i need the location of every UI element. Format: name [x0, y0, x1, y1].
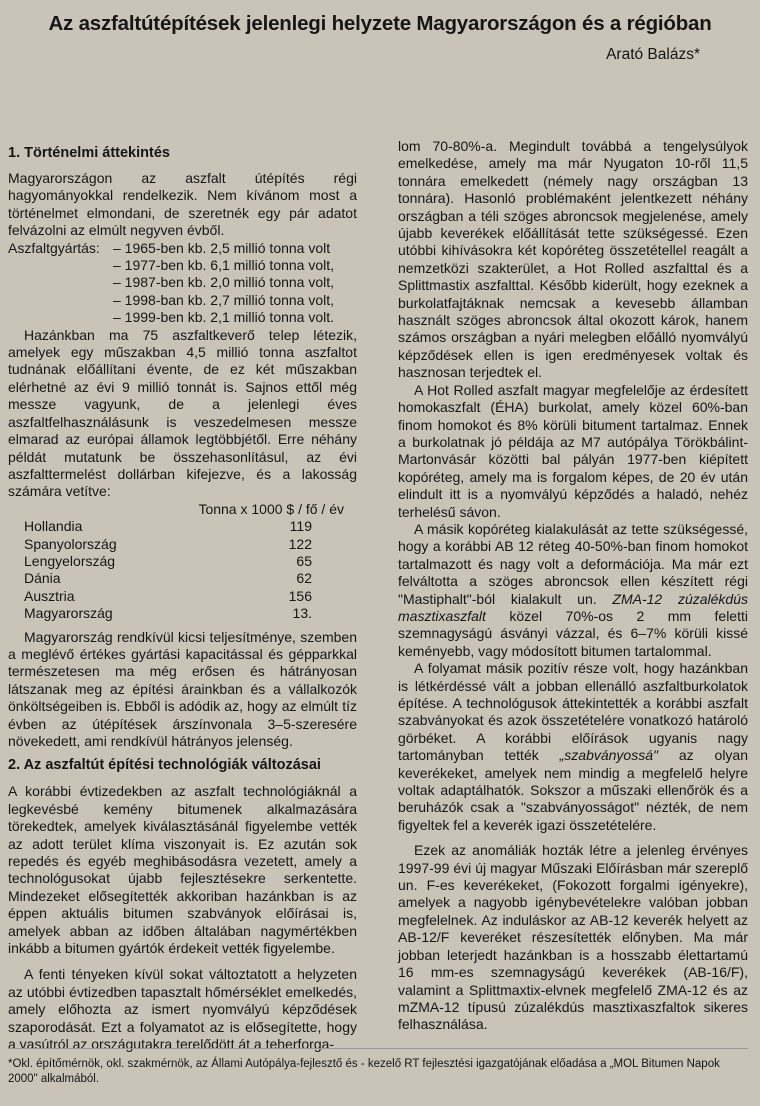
section-heading-1: 1. Történelmi áttekintés [8, 145, 170, 161]
text-run: közel 70%-os 2 mm feletti szemnagyságú ásványi vázzal, és 6–7% körüli kissé keményebb, vagy módosított bitumen tartalommal. [398, 607, 748, 659]
paragraph: Magyarországon az aszfalt útépítés régi hagyományokkal rendelkezik. Nem kívánom most a történelmet elmondani, de szeretnék egy pár adatot felvázolni az elmúlt negyven évből. [8, 170, 357, 239]
production-item: – 1987-ben kb. 2,0 millió tonna volt, [113, 274, 335, 291]
right-column [398, 138, 748, 1034]
table-row [24, 553, 344, 570]
paragraph: lom 70-80%-a. Megindult továbbá a tengelysúlyok emelkedése, amely ma már Nyugaton 10-ről 11,5 tonnára emelkedett (némely nagy országban 13 tonnára). Hasonló problémaként jelentkezett néhány országban a téli szöges abroncsok megjelenése, amely újabb keverékek előállítását tette szükségessé. Ezen utóbbi kihívásokra két kopóréteg összetétellel reagált a nemzetközi szakterület, a Hot Rolled aszfalttal és a Splittmastix aszfalttal. Később kiderült, hogy ezeknek a burkolatfajtáknak nemcsak a kevesebb államban használt szöges abroncsok által okozott károk, hanem számos országban a nyári melegben előálló nyomvályú képződések ellen is igen eredményesek voltak és hasznosan terjedtek el. [398, 138, 748, 381]
comparison-table [24, 501, 344, 623]
table-country: Spanyolország [24, 535, 117, 552]
table-value: 13. [292, 605, 312, 622]
production-label: Aszfaltgyártás: [8, 239, 100, 256]
production-item: – 1999-ben kb. 2,1 millió tonna volt. [113, 309, 335, 326]
paragraph: A fenti tényeken kívül sokat változtatott a helyzeten az utóbbi évtizedben tapasztalt hőmérséklet emelkedés, amely előhozta az ismert nyomvályú képződések szaporodását. Ezt a folyamatot az is elősegítette, hogy a vasútról az országutakra terelődött át a teherforga- [8, 966, 357, 1053]
table-value: 119 [289, 518, 312, 535]
text-run: A másik kopóréteg kialakulását az tette szükségessé, hogy a korábbi AB 12 réteg 40-50%-ban finom homokot tartalmazott és nagy volt a deformációja. Ma már ezt felváltotta a szöges abroncsok ellen készített régi "Mastiphalt"-ból kialakult un. [398, 520, 748, 607]
section-heading-2: 2. Az aszfaltút építési technológiák változásai [8, 757, 321, 774]
text-run: A folyamat másik pozitív része volt, hogy hazánkban is létkérdéssé vált a jobban ellenálló aszfaltburkolatok építése. A technológusok áttekintették a korábbi aszfalt szabványokat és azok összetételére vonatkozó határoló görbéket. A korábbi előírások ugyanis nagy tartományban tették [398, 660, 748, 764]
production-item: – 1998-ban kb. 2,7 millió tonna volt, [113, 291, 335, 308]
table-row [24, 588, 344, 605]
table-row [24, 536, 344, 553]
text-run: az olyan keverékeket, amelyek nem mindig a megfelelő helyre voltak adaptálhatók. Sokszor a műszaki ellenőrök és a beruházók csak a "szabványosságot" nézték, de nem figyeltek fel a keverék igazi összetételére. [398, 747, 749, 833]
emphasis: „szabványossá" [559, 747, 658, 764]
paragraph: A Hot Rolled aszfalt magyar megfelelője az érdesített homokaszfalt (ÉHA) burkolat, amely közel 60%-ban finom homokot és 8% körüli bitument tartalmaz. Ennek a burkolatnak jó példája az M7 autópálya Törökbálint-Martonvásár közötti bal pályán 1977-ben kiépített kopóréteg, amely ma is forgalom képes, de 20 év után elindult itt is a nyomvályú képződés a haladó, nehéz terhelésű sávon. [398, 381, 748, 520]
paragraph: A korábbi évtizedekben az aszfalt technológiáknál a legkevésbé kemény bitumenek alkalmazására törekedtek, amelyek kiválasztásánál figyelembe vették az adott terület klíma viszonyait is. Ez azután sok repedés és egyéb meghibásodásra vezetett, amely a technológusokat újabb fejlesztésekre serkentette. Mindezeket elősegítették akkoriban hazánkban is az éppen aktuális bitumen szabványok előírásai is, amelyek abban az időben általában nagymértékben inkább a bitumen gyártók érdekeit vették figyelembe. [8, 783, 357, 957]
table-country: Lengyelország [24, 552, 116, 569]
left-column [8, 138, 357, 1054]
table-row [24, 518, 344, 535]
table-value: 62 [296, 570, 312, 587]
table-header: Tonna x 1000 $ / fő / év [198, 500, 344, 517]
table-header-row [24, 501, 344, 518]
paragraph [398, 521, 748, 660]
table-country: Magyarország [24, 605, 113, 622]
table-value: 65 [296, 552, 312, 569]
paragraph: Ezek az anomáliák hozták létre a jelenleg érvényes 1997-99 évi új magyar Műszaki Előírásban már szereplő un. F-es keverékeket, (Fokozott forgalmi igényekre), amelyek a nagyobb igénybevételekre valóban jobban megfelelnek. Az induláskor az AB-12 keverék helyett az AB-12/F keveréket részesítették előnyben. Ma már jobban leterjedt hazánkban is a hosszabb élettartamú 16 mm-es szemnagyságú keverékek (AB-16/F), valamint a Splittmaxtix-elvnek megfelelő ZMA-12 és az mZMA-12 típusú zúzalékdús masztixaszfaltok sikeres felhasználása. [398, 842, 748, 1033]
table-row [24, 605, 344, 622]
table-country: Hollandia [24, 518, 83, 535]
production-item: – 1965-ben kb. 2,5 millió tonna volt [113, 239, 331, 256]
article-title: Az aszfaltútépítések jelenlegi helyzete Magyarországon és a régióban [48, 12, 712, 35]
footnote-divider [8, 1048, 748, 1049]
emphasis: ZMA-12 zúzalékdús masztixaszfalt [398, 590, 749, 624]
table-row [24, 570, 344, 587]
production-item: – 1977-ben kb. 6,1 millió tonna volt, [113, 257, 335, 274]
table-country: Dánia [24, 570, 61, 587]
paragraph [398, 660, 748, 834]
table-country: Ausztria [24, 587, 75, 604]
table-value: 122 [288, 535, 312, 552]
author: Arató Balázs* [606, 46, 700, 63]
paragraph: Hazánkban ma 75 aszfaltkeverő telep létezik, amelyek egy műszakban 4,5 millió tonna aszfaltot tudnának előállítani évente, de ez két műszakban elérhetné az évi 9 millió tonnát is. Sajnos ettől még messze vagyunk, de a jelenlegi éves aszfaltfelhasználásunk is veszedelmesen messze elmarad az európai államok legtöbbjétől. Erre néhány példát mutatunk be összehasonlításul, az évi aszfalttermelést dollárban kifejezve, és a lakosság számára vetítve: [8, 326, 357, 500]
production-list [8, 240, 357, 257]
footnote: *Okl. építőmérnök, okl. szakmérnök, az Állami Autópálya-fejlesztő és - kezelő RT fejlesztési igazgatójának előadása a „MOL Bitumen Napok 2000" alkalmából. [8, 1058, 720, 1085]
table-value: 156 [288, 587, 312, 604]
paragraph: Magyarország rendkívül kicsi teljesítménye, szemben a meglévő értékes gyártási kapacitással és gépparkkal természetesen ma még erősen és hátrányosan látszanak meg az építési árainkban és a vállalkozók önköltségeiben is. Ebből is adódik az, hogy az elmúlt tíz évben az útépítések árszínvonala 3–5-szeresére növekedett, ami rendkívül hátrányos jelenség. [8, 628, 357, 749]
